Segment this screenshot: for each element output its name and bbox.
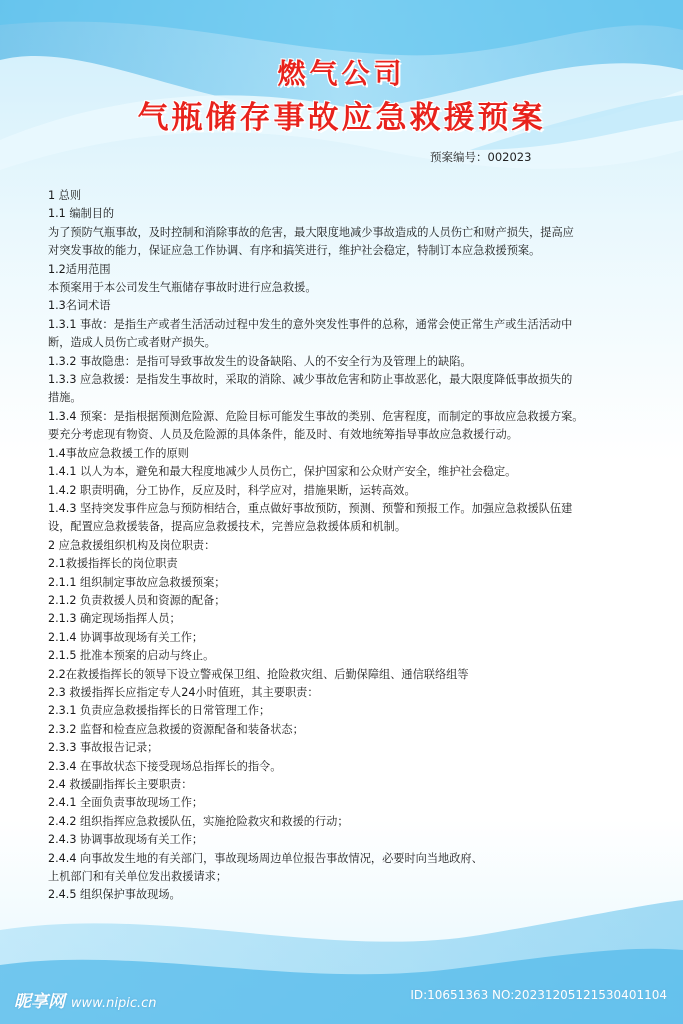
body-line: 2.4.3 协调事故现场有关工作； <box>48 833 204 847</box>
watermark-brand <box>14 987 157 1012</box>
body-line: 断，造成人员伤亡或者财产损失。 <box>48 336 216 350</box>
plan-number: 预案编号：002023 <box>430 150 532 164</box>
body-line: 2.3.3 事故报告记录； <box>48 741 159 755</box>
body-line: 1.4.2 职责明确，分工协作，反应及时，科学应对，措施果断，运转高效。 <box>48 483 416 497</box>
body-line: 1.3.3 应急救援：是指发生事故时，采取的消除、减少事故危害和防止事故恶化，最大限度降低事故损失的 <box>48 373 573 387</box>
body-line: 2.1.1 组织制定事故应急救援预案； <box>48 575 226 589</box>
body-line: 2.3.2 监督和检查应急救援的资源配备和装备状态； <box>48 722 304 736</box>
body-line: 2.3 救援指挥长应指定专人24小时值班，其主要职责： <box>48 685 319 699</box>
body-line: 本预案用于本公司发生气瓶储存事故时进行应急救援。 <box>48 281 317 295</box>
body-line: 2.4.5 组织保护事故现场。 <box>48 888 181 902</box>
body-line: 1 总则 <box>48 189 82 202</box>
body-line: 2.4.2 组织指挥应急救援队伍，实施抢险救灾和救援的行动； <box>48 814 349 828</box>
body-line: 措施。 <box>48 391 82 405</box>
body-line: 2.3.4 在事故状态下接受现场总指挥长的指令。 <box>48 759 282 773</box>
body-line: 2.1.2 负责救援人员和资源的配备； <box>48 593 226 607</box>
body-line: 1.3.1 事故：是指生产或者生活活动过程中发生的意外突发性事件的总称，通常会使正常生产或生活活动中 <box>48 317 573 331</box>
body-line: 2.4.1 全面负责事故现场工作； <box>48 796 204 810</box>
body-line: 1.3.2 事故隐患：是指可导致事故发生的设备缺陷、人的不安全行为及管理上的缺陷。 <box>48 354 472 368</box>
body-line: 1.4.3 坚持突发事件应急与预防相结合，重点做好事故预防，预测、预警和预报工作。加强应急救援队伍建 <box>48 501 573 515</box>
page-title-main: 气瓶储存事故应急救援预案 <box>137 100 546 136</box>
body-line: 2 应急救援组织机构及岗位职责： <box>48 538 216 552</box>
body-line: 2.1.3 确定现场指挥人员； <box>48 612 181 626</box>
body-line: 2.1.4 协调事故现场有关工作； <box>48 630 204 644</box>
watermark-id: ID:10651363 NO:20231205121530401104 <box>410 988 667 1002</box>
body-line: 1.3名词术语 <box>48 299 111 313</box>
body-line: 1.1 编制目的 <box>48 207 115 221</box>
body-line: 2.3.1 负责应急救援指挥长的日常管理工作； <box>48 704 271 718</box>
body-line: 为了预防气瓶事故，及时控制和消除事故的危害，最大限度地减少事故造成的人员伤亡和财产损失，提高应 <box>48 225 574 239</box>
body-line: 2.4.4 向事故发生地的有关部门，事故现场周边单位报告事故情况，必要时向当地政府、 <box>48 851 483 865</box>
body-line: 1.2适用范围 <box>48 262 111 276</box>
watermark-brand-name: 昵享网 <box>14 992 65 1012</box>
watermark-url: www.nipic.cn <box>70 996 157 1011</box>
body-line: 2.1救援指挥长的岗位职责 <box>48 557 178 571</box>
body-line: 2.1.5 批准本预案的启动与终止。 <box>48 649 215 663</box>
body-line: 2.2在救援指挥长的领导下设立警戒保卫组、抢险救灾组、后勤保障组、通信联络组等 <box>48 667 469 681</box>
page-title-company: 燃气公司 <box>277 57 406 90</box>
body-line: 1.4事故应急救援工作的原则 <box>48 446 189 460</box>
body-line: 1.3.4 预案：是指根据预测危险源、危险目标可能发生事故的类别、危害程度，而制定的事故应急救援方案。 <box>48 409 584 423</box>
body-line: 对突发事故的能力，保证应急工作协调、有序和搞笑进行，维护社会稳定，特制订本应急救援预案。 <box>48 244 541 258</box>
body-line: 设，配置应急救援装备，提高应急救援技术，完善应急救援体质和机制。 <box>48 520 407 534</box>
body-line: 1.4.1 以人为本，避免和最大程度地减少人员伤亡，保护国家和公众财产安全，维护社会稳定。 <box>48 465 517 479</box>
body-line: 要充分考虑现有物资、人员及危险源的具体条件，能及时、有效地统筹指导事故应急救援行动。 <box>48 428 518 442</box>
body-line: 2.4 救援副指挥长主要职责： <box>48 778 193 791</box>
document-body <box>48 187 660 905</box>
body-line: 上机部门和有关单位发出救援请求； <box>48 870 228 884</box>
